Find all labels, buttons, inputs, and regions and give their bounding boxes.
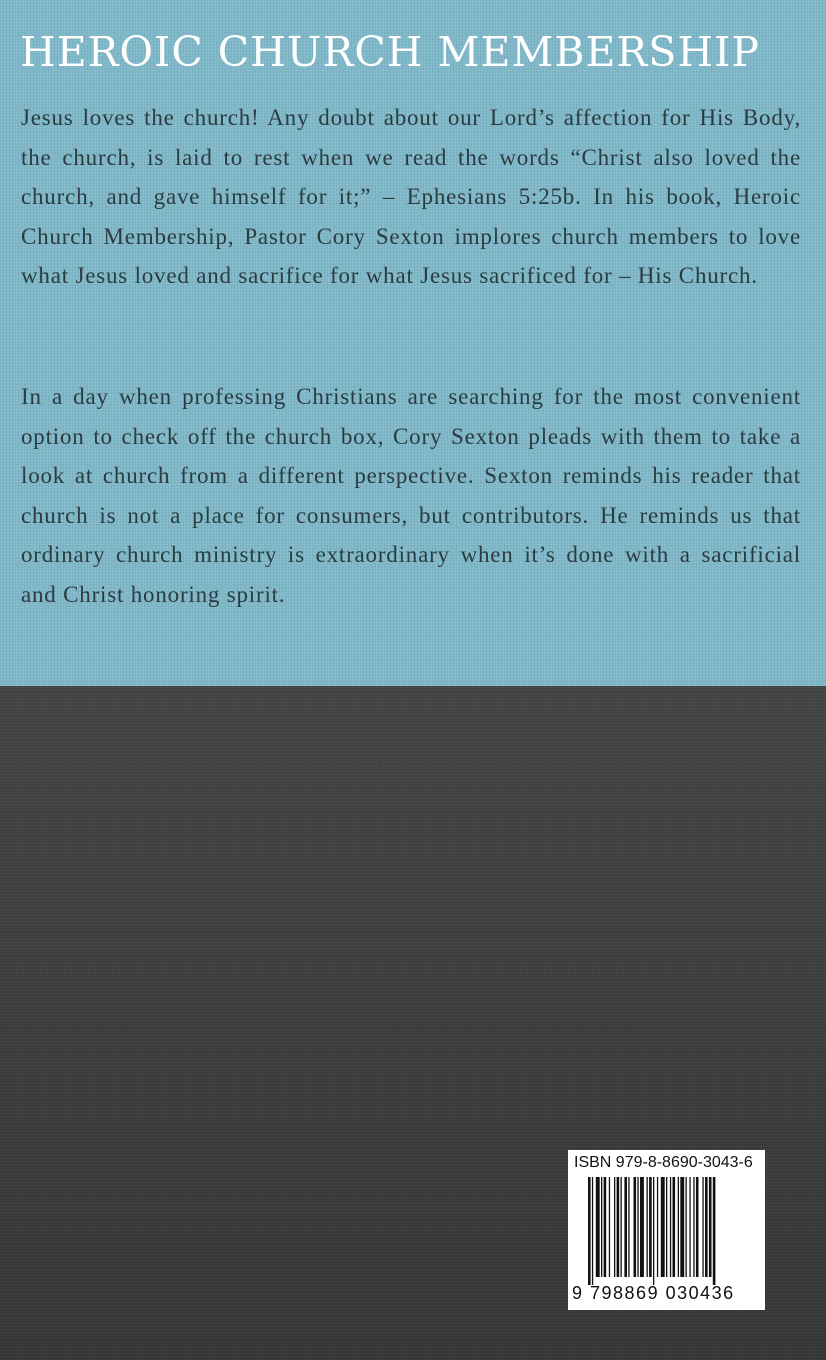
barcode-bar [617, 1177, 620, 1277]
barcode-bar [596, 1177, 600, 1277]
barcode-bar [689, 1177, 690, 1277]
isbn-label: ISBN 979-8-8690-3043-6 [574, 1154, 753, 1171]
barcode-bar [624, 1177, 627, 1277]
barcode-bar [649, 1177, 652, 1277]
barcode-bar [637, 1177, 638, 1277]
barcode-bar [680, 1177, 684, 1277]
blurb-paragraph-1: Jesus loves the church! Any doubt about our Lord’s affection for His Body, the church, is laid to rest when we read the words “Christ also loved the church, and gave himself for it;” – Ephesians 5:25b. In his book, Heroic Church Membership, Pastor Cory Sexton implores church members to love what Jesus loved and sacrifice for what Jesus sacrificed for – His Church. [21, 105, 801, 288]
barcode-bar [686, 1177, 687, 1277]
barcode-bar [653, 1177, 654, 1285]
barcode-bar [702, 1177, 703, 1277]
barcode-box [568, 1150, 765, 1310]
barcode-bar [614, 1177, 615, 1277]
barcode-bar [604, 1177, 607, 1277]
barcode-digits: 9 798869 030436 [572, 1283, 735, 1303]
barcode-bars [588, 1177, 758, 1285]
barcode-bar [705, 1177, 708, 1277]
barcode-bar [696, 1177, 699, 1277]
barcode-bar [709, 1177, 712, 1277]
barcode-bar [588, 1177, 591, 1285]
barcode-bar [647, 1177, 648, 1277]
barcode-bar [693, 1177, 694, 1277]
barcode-bar [657, 1177, 658, 1277]
barcode-bar [670, 1177, 671, 1277]
barcode-bar [673, 1177, 676, 1277]
barcode-bar [609, 1177, 610, 1277]
blurb-paragraph-2: In a day when professing Christians are searching for the most convenient option to check off the church box, Cory Sexton pleads with them to take a look at church from a different perspective. Sexton reminds his reader that church is not a place for consumers, but contributors. He reminds us that ordinary church ministry is extraordinary when it’s done with a sacrificial and Christ honoring spirit. [21, 384, 801, 607]
barcode-bar [640, 1177, 644, 1277]
book-title: HEROIC CHURCH MEMBERSHIP [20, 28, 760, 76]
barcode-bar [634, 1177, 637, 1277]
barcode-bar [661, 1177, 665, 1277]
barcode-bar [713, 1177, 716, 1285]
barcode-bar [666, 1177, 667, 1277]
barcode-bar [592, 1177, 593, 1285]
barcode-bar [601, 1177, 602, 1277]
barcode-bar [621, 1177, 622, 1277]
barcode-bar [628, 1177, 629, 1277]
barcode-bar [678, 1177, 679, 1277]
